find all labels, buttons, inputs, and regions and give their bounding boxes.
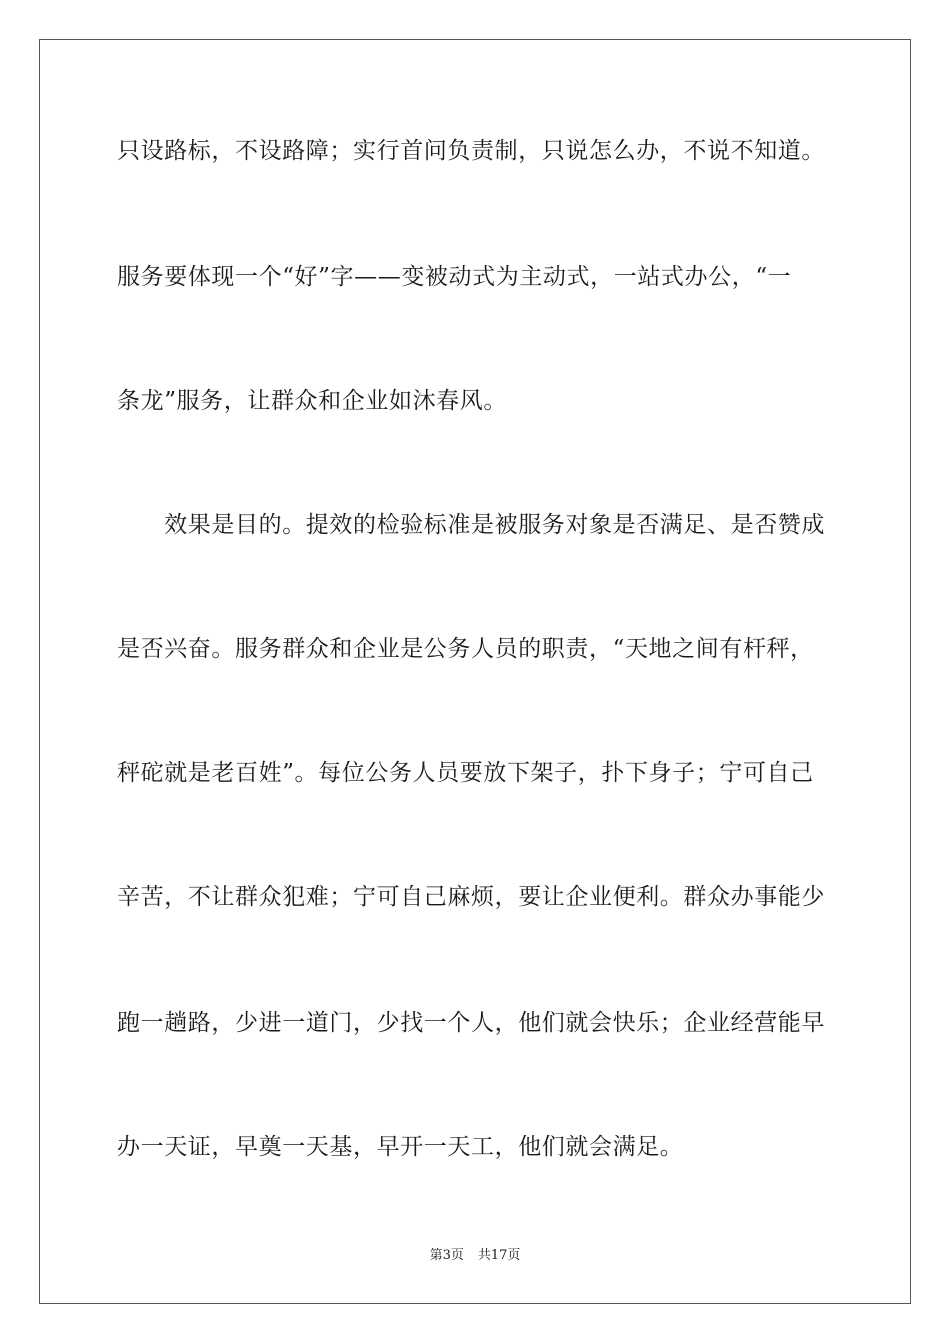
page-number: 第3页 xyxy=(429,1248,464,1263)
text-line-1: 只设路标，不设路障；实行首问负责制，只说怎么办，不说不知道。 xyxy=(117,138,825,164)
page-footer xyxy=(0,1247,950,1265)
text-line-7: 辛苦，不让群众犯难；宁可自己麻烦，要让企业便利。群众办事能少 xyxy=(117,884,825,910)
text-line-3: 条龙”服务，让群众和企业如沐春风。 xyxy=(117,388,507,414)
text-line-4: 效果是目的。提效的检验标准是被服务对象是否满足、是否赞成 xyxy=(117,512,825,538)
text-line-5: 是否兴奋。服务群众和企业是公务人员的职责，“天地之间有杆秤， xyxy=(117,636,814,662)
text-line-8: 跑一趟路，少进一道门，少找一个人，他们就会快乐；企业经营能早 xyxy=(117,1010,825,1036)
page-total: 共17页 xyxy=(477,1248,521,1263)
text-line-2: 服务要体现一个“好”字——变被动式为主动式，一站式办公，“一 xyxy=(117,264,792,290)
page-frame xyxy=(39,39,911,1304)
text-line-9: 办一天证，早奠一天基，早开一天工，他们就会满足。 xyxy=(117,1134,684,1160)
text-line-6: 秤砣就是老百姓”。每位公务人员要放下架子，扑下身子；宁可自己 xyxy=(117,760,814,786)
